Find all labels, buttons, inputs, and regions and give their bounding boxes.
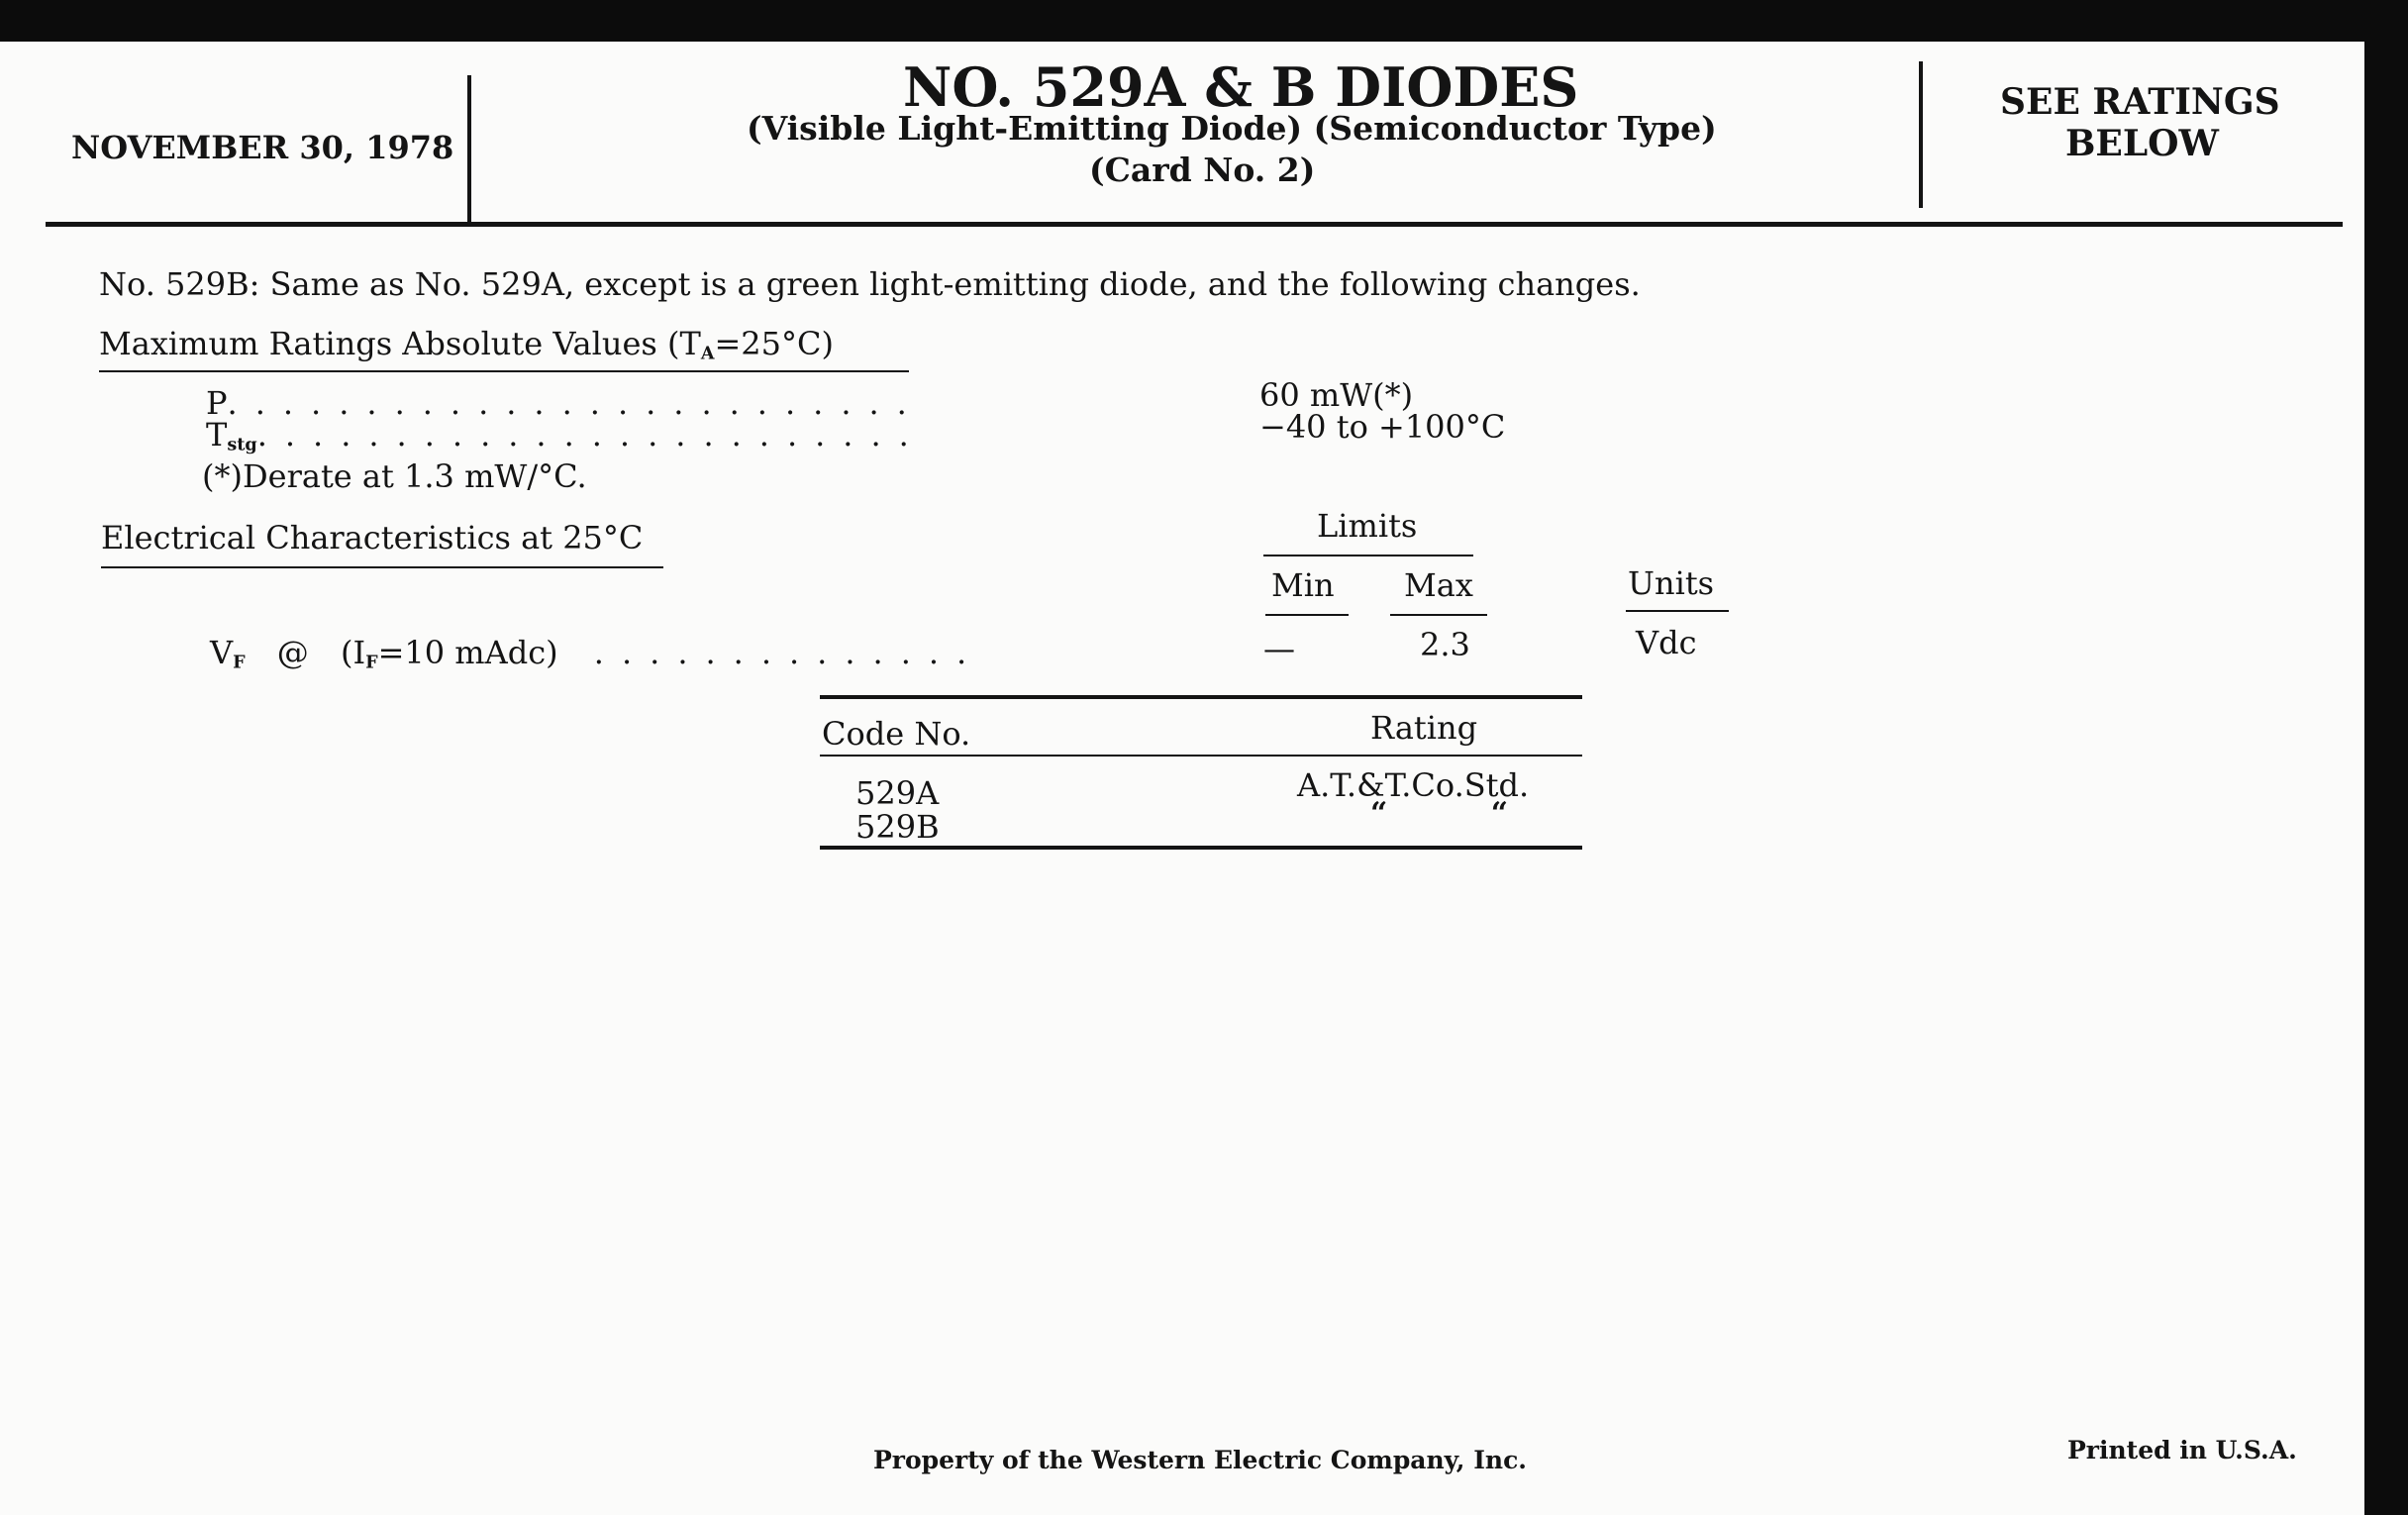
min-underline — [1265, 614, 1349, 616]
code-table-bottom-rule — [820, 846, 1582, 850]
card-subtitle: (Visible Light-Emitting Diode) (Semiconductor Type) — [747, 109, 1717, 148]
limits-underline — [1263, 555, 1473, 556]
limits-label: Limits — [1317, 507, 1418, 545]
rating-value-tstg: −40 to +100°C — [1259, 408, 1506, 446]
max-ratings-heading: Maximum Ratings Absolute Values $(T_A=25^\circ C)$ — [99, 325, 834, 364]
ratings-note-line1: SEE RATINGS — [2000, 81, 2280, 123]
rating-col-header: Rating — [1370, 709, 1478, 747]
code-529a: 529A — [855, 774, 940, 812]
printed-footer: Printed in U.S.A. — [2067, 1436, 2297, 1464]
max-label: Max — [1404, 566, 1473, 604]
vf-min: — — [1263, 630, 1295, 667]
vf-max: 2.3 — [1420, 626, 1470, 663]
max-ratings-underline — [99, 370, 909, 372]
derate-footnote: (*)Derate at 1.3 mW/°C. — [202, 457, 587, 495]
code-table-top-rule — [820, 695, 1582, 699]
rating-529a: A.T.&T.Co.Std. — [1297, 766, 1530, 804]
card-date: NOVEMBER 30, 1978 — [71, 129, 454, 166]
spec-card — [0, 42, 2364, 1515]
vf-row: $V_F$ @ ($I_F=10$ mAdc) .............. — [210, 634, 985, 673]
code-col-header: Code No. — [822, 715, 971, 753]
property-footer: Property of the Western Electric Company, Inc. — [873, 1446, 1528, 1474]
rating-row-p: P......................... — [206, 384, 925, 422]
rating-value-p: 60 mW(*) — [1259, 376, 1414, 414]
code-table-header-rule — [820, 755, 1582, 757]
max-underline — [1390, 614, 1487, 616]
units-underline — [1626, 610, 1729, 612]
rating-row-tstg: $T_{stg}$........................ — [206, 416, 927, 455]
rating-529b-ditto: “ “ — [1370, 796, 1508, 831]
vf-units: Vdc — [1636, 624, 1697, 661]
header-divider-left — [467, 75, 471, 222]
electrical-underline — [101, 566, 663, 568]
code-529b: 529B — [855, 808, 940, 846]
card-number: (Card No. 2) — [1089, 151, 1316, 189]
header-rule — [46, 222, 2343, 227]
electrical-heading: Electrical Characteristics at 25°C — [101, 519, 644, 556]
units-label: Units — [1628, 564, 1715, 602]
header-divider-right — [1919, 61, 1923, 208]
min-label: Min — [1271, 566, 1335, 604]
intro-text: No. 529B: Same as No. 529A, except is a green light-emitting diode, and the following changes. — [99, 265, 1641, 303]
card-title: NO. 529A & B DIODES — [903, 55, 1579, 119]
ratings-note-line2: BELOW — [2065, 123, 2219, 164]
